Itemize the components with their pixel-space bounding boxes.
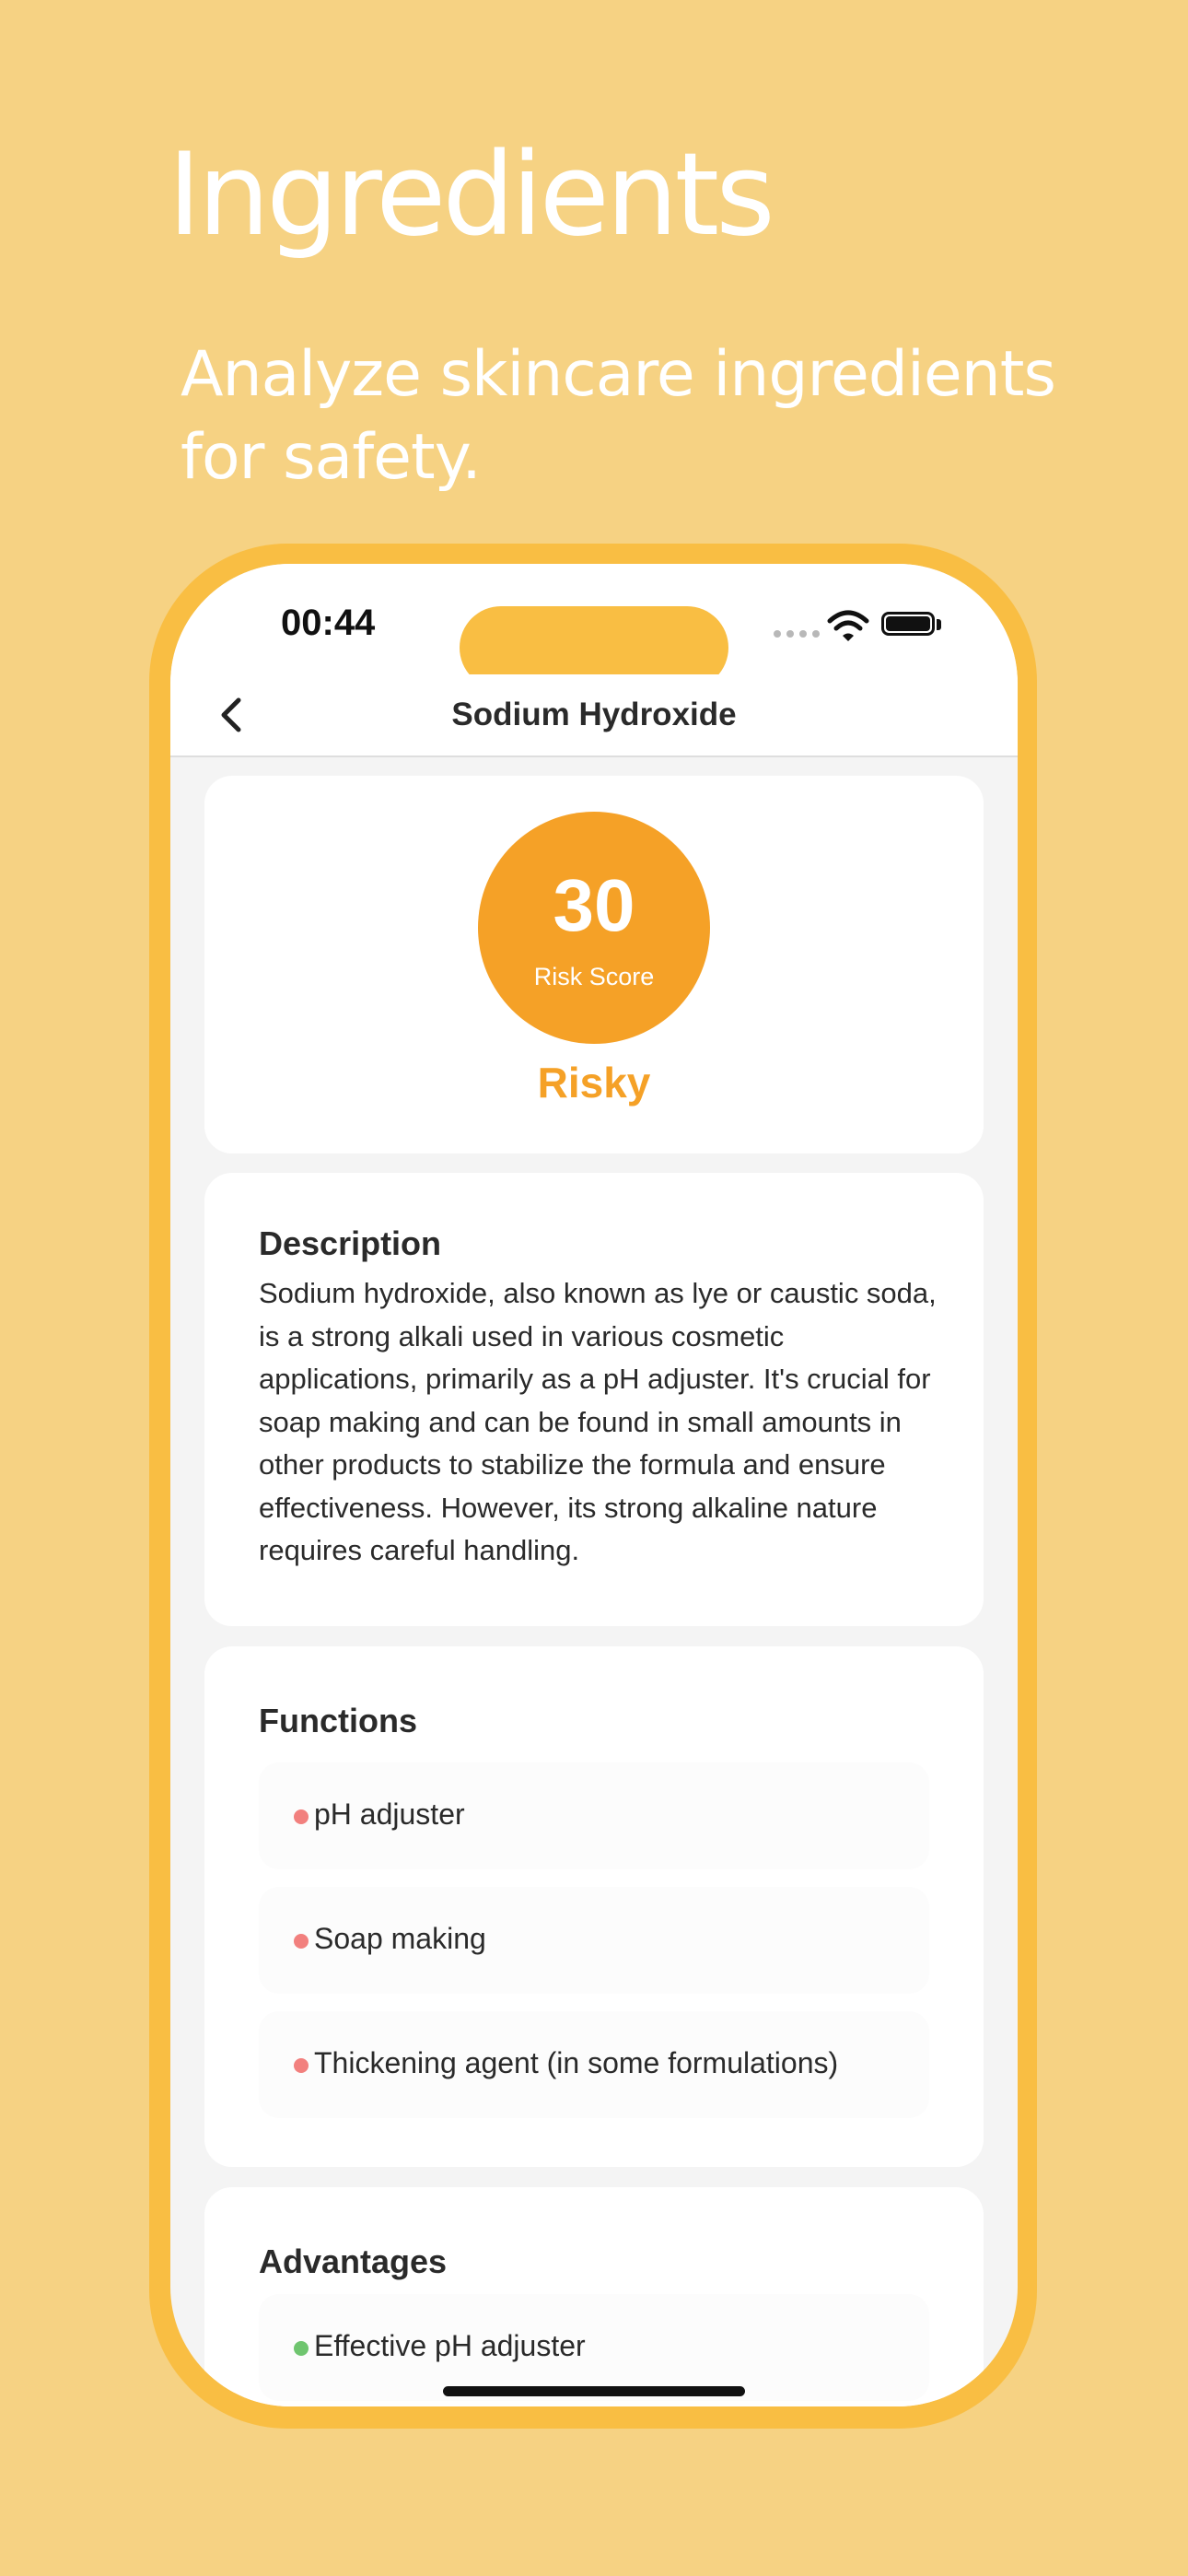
risk-score-circle (478, 812, 710, 1044)
bullet-dot-icon (294, 2341, 309, 2356)
description-card (204, 1173, 984, 1626)
function-item (259, 1762, 929, 1869)
promo-subline: Analyze skincare ingredients for safety. (181, 338, 1055, 494)
status-time: 00:44 (281, 603, 376, 643)
battery-icon (881, 612, 935, 636)
phone-screen (170, 564, 1018, 2406)
battery-cap (937, 619, 941, 630)
wifi-icon (826, 608, 870, 645)
risk-rating: Risky (537, 1059, 651, 1107)
cellular-signal-icon (774, 630, 820, 638)
function-item-label: Soap making (314, 1922, 486, 1955)
advantage-item-label: Effective pH adjuster (314, 2329, 586, 2362)
risk-score-card (204, 776, 984, 1153)
function-item (259, 2011, 929, 2118)
functions-card (204, 1646, 984, 2167)
risk-score-value: 30 (553, 864, 635, 946)
advantages-card (204, 2187, 984, 2406)
advantages-title: Advantages (259, 2242, 448, 2280)
nav-title: Sodium Hydroxide (451, 697, 737, 732)
bullet-dot-icon (294, 1934, 309, 1949)
status-bar (170, 564, 1018, 674)
function-item-label: pH adjuster (314, 1797, 465, 1831)
nav-bar (170, 674, 1018, 757)
function-item (259, 1887, 929, 1994)
description-title: Description (259, 1224, 442, 1262)
risk-score-label: Risk Score (533, 963, 655, 990)
promo-headline: Ingredients (168, 129, 772, 262)
functions-title: Functions (259, 1702, 417, 1739)
bullet-dot-icon (294, 2058, 309, 2073)
function-item-label: Thickening agent (in some formulations) (314, 2046, 839, 2079)
advantage-item (259, 2294, 929, 2401)
bullet-dot-icon (294, 1809, 309, 1824)
description-text: Sodium hydroxide, also known as lye or caustic soda, is a strong alkali used in various cosmetic applications, primarily as a pH adjuster. It's crucial for soap making and can be found in small amounts in other products to stabilize the formula and ensure effectiveness. However, its strong alkaline nature requires careful handling. (259, 1277, 937, 1566)
home-indicator[interactable] (443, 2386, 745, 2396)
